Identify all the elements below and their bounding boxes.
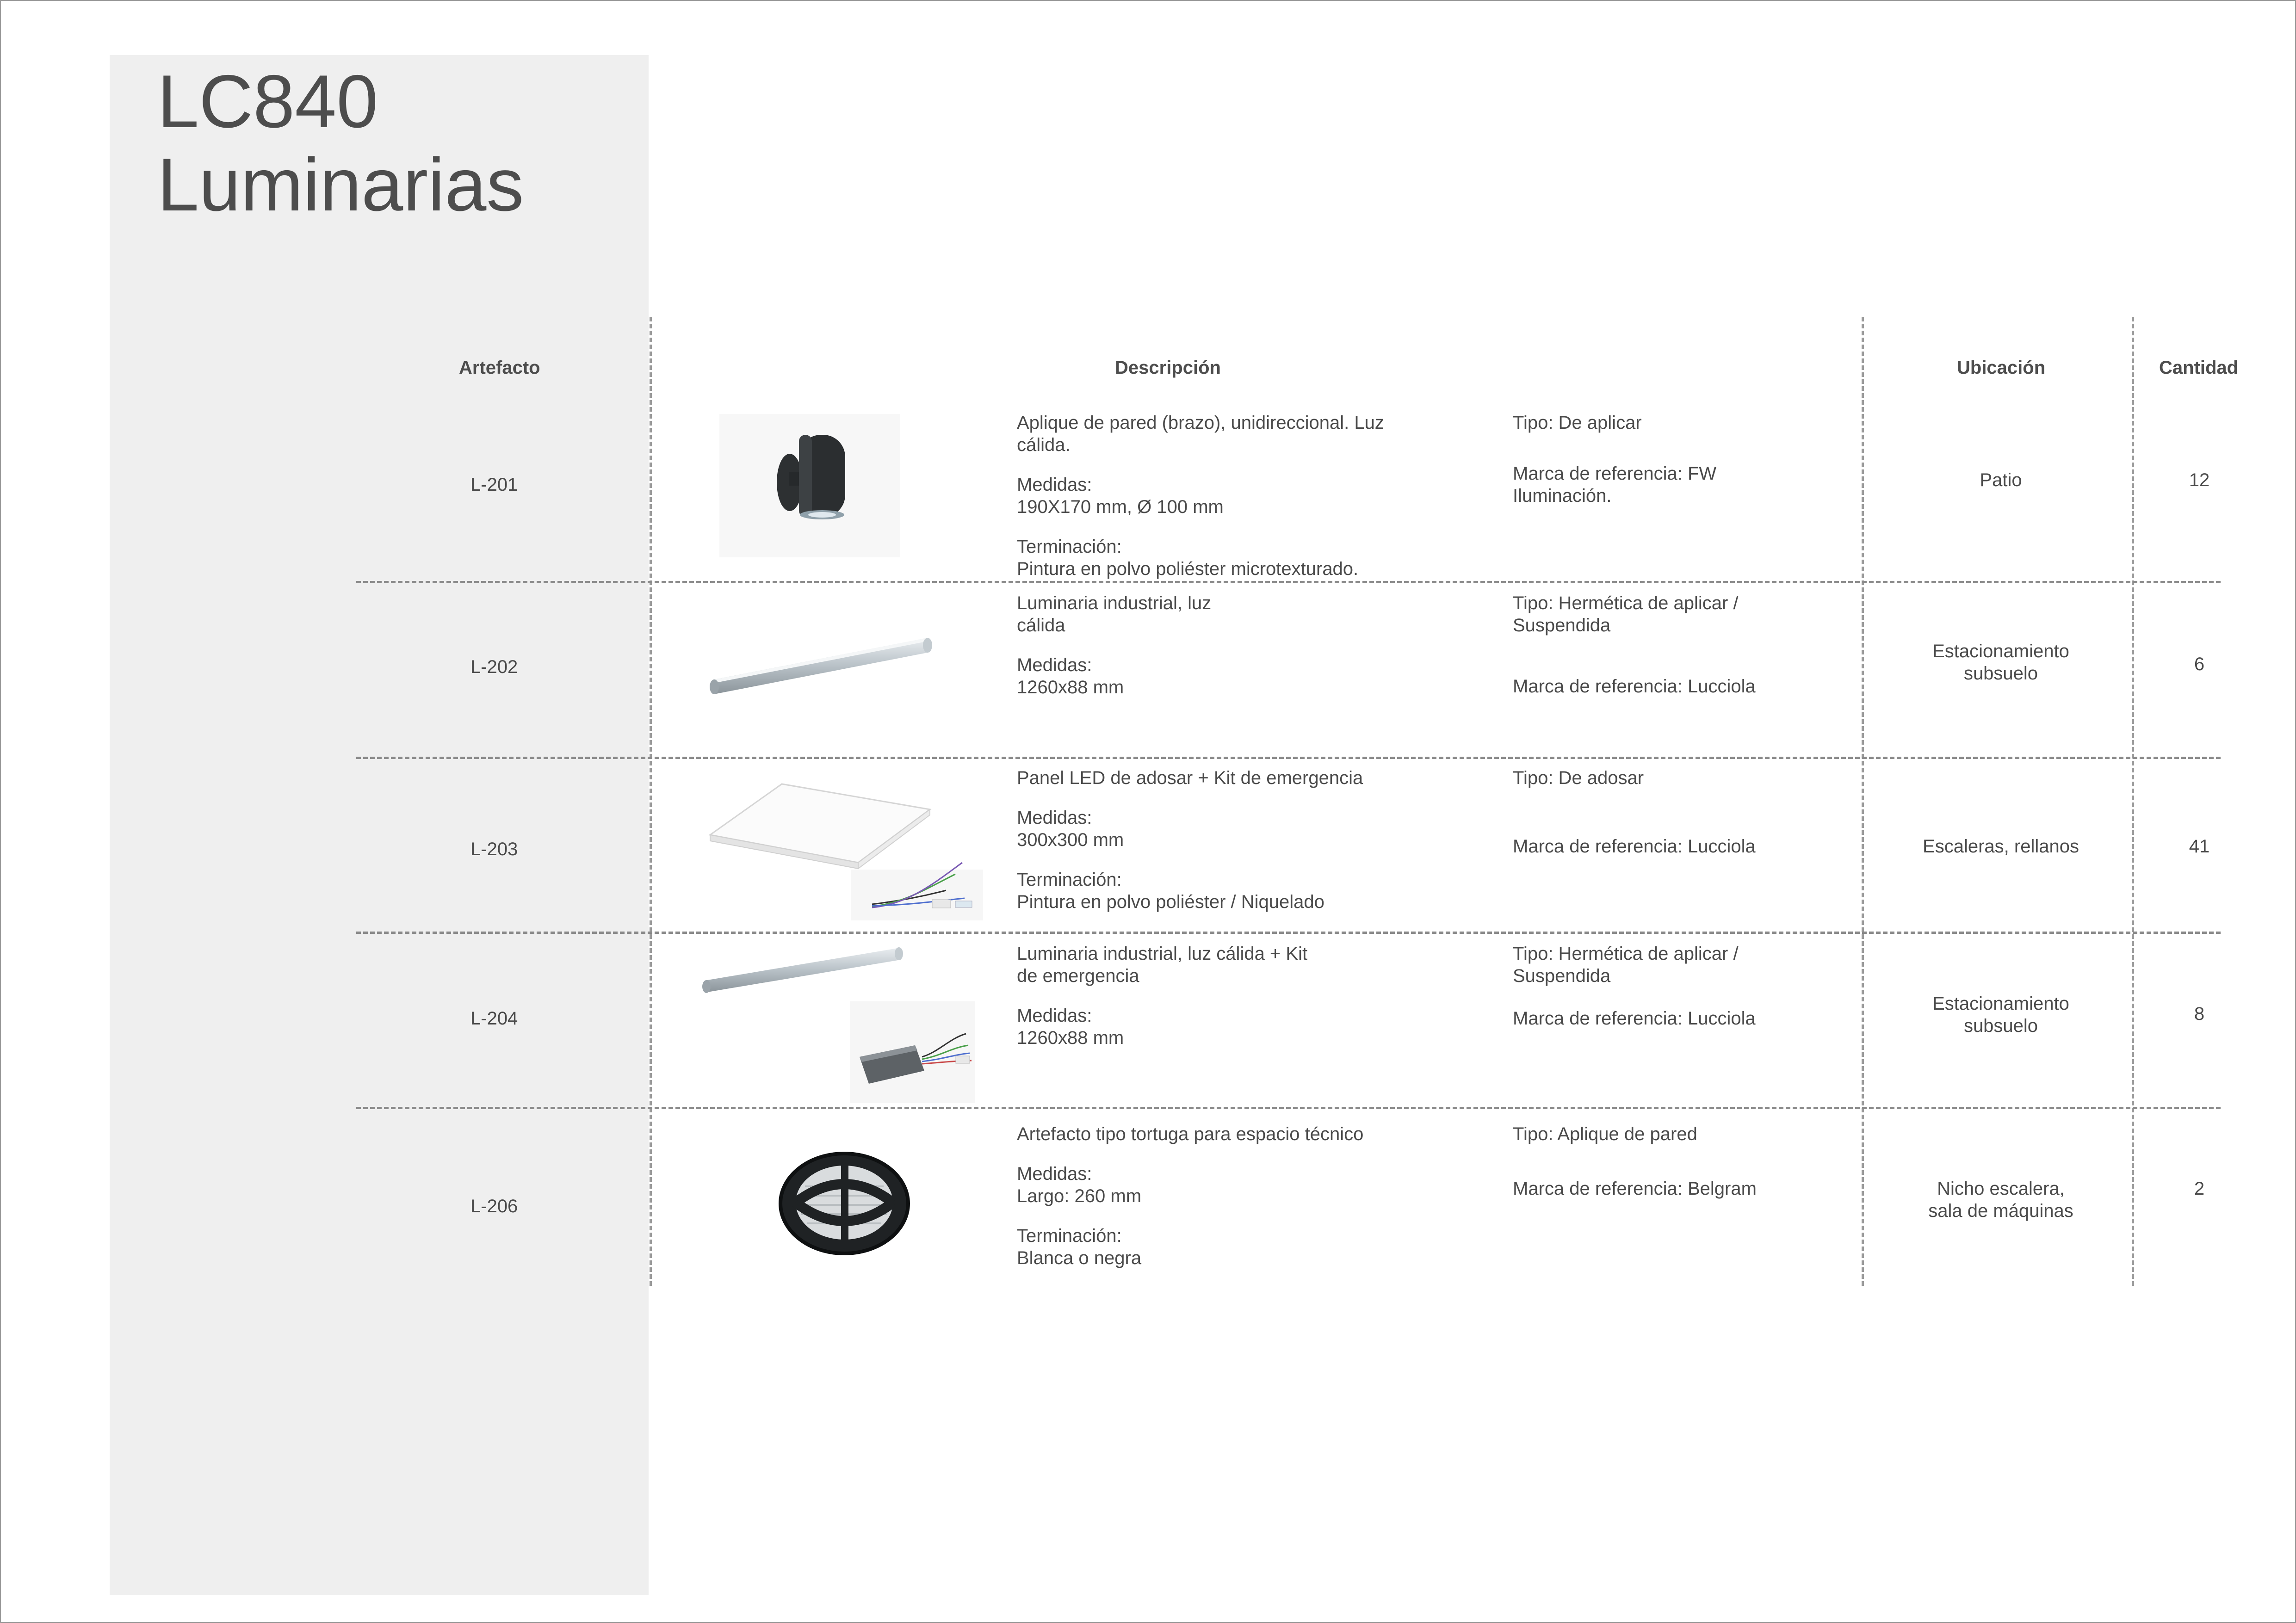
row-1-ubicacion (1864, 469, 2137, 491)
emergency-kit-icon (850, 1001, 975, 1103)
row-4-marca (1513, 1007, 1756, 1030)
desc-line: 1260x88 mm (1017, 677, 1124, 697)
column-divider (650, 317, 652, 1286)
row-5-cantidad: 2 (2194, 1179, 2205, 1199)
row-3-marca (1513, 835, 1756, 858)
desc-line: Luminaria industrial, luz cálida + Kit (1017, 944, 1308, 964)
row-4-cantidad: 8 (2194, 1004, 2205, 1024)
row-1-cantidad: 12 (2189, 470, 2210, 490)
desc-line: Pintura en polvo poliéster / Niquelado (1017, 892, 1324, 912)
marca-line: Marca de referencia: Belgram (1513, 1179, 1757, 1199)
desc-line: 190X170 mm, Ø 100 mm (1017, 497, 1224, 517)
row-4-description (1017, 943, 1307, 1049)
row-2-tipo (1513, 592, 1739, 636)
row-2-id: L-202 (470, 657, 518, 677)
industrial-luminaire-icon (701, 944, 904, 994)
row-1-description (1017, 412, 1384, 580)
ubicacion-line: Patio (1980, 470, 2022, 490)
row-2-ubicacion (1864, 640, 2137, 685)
desc-label: Medidas: (1017, 655, 1092, 675)
row-4-tipo (1513, 943, 1739, 987)
row-1-marca (1513, 463, 1716, 507)
row-5-ubicacion (1864, 1178, 2137, 1222)
tipo-line: Tipo: Hermética de aplicar / (1513, 593, 1739, 613)
header-descripcion: Descripción (1115, 358, 1221, 378)
desc-line: Pintura en polvo poliéster microtexturado. (1017, 559, 1359, 579)
row-3-cantidad: 41 (2189, 836, 2210, 857)
row-3-id: L-203 (470, 839, 518, 859)
marca-line: Marca de referencia: Lucciola (1513, 836, 1756, 857)
row-divider (356, 757, 2221, 759)
desc-label: Medidas: (1017, 1006, 1092, 1026)
ubicacion-line: Nicho escalera, (1937, 1179, 2065, 1199)
desc-label: Terminación: (1017, 1226, 1122, 1246)
header-artefacto: Artefacto (459, 358, 540, 378)
tipo-line: Tipo: De aplicar (1513, 413, 1642, 433)
row-3-tipo (1513, 767, 1644, 789)
row-1-id: L-201 (470, 475, 518, 495)
tipo-line: Suspendida (1513, 966, 1611, 986)
desc-label: Medidas: (1017, 808, 1092, 828)
led-panel-icon (706, 782, 983, 920)
ubicacion-line: Estacionamiento (1932, 641, 2069, 661)
desc-line: Artefacto tipo tortuga para espacio técnico (1017, 1124, 1364, 1144)
title-name: Luminarias (157, 143, 524, 227)
row-5-description (1017, 1123, 1363, 1269)
desc-line: Luminaria industrial, luz (1017, 593, 1212, 613)
column-divider (2132, 317, 2134, 1286)
row-1-tipo (1513, 412, 1642, 434)
row-divider (356, 1107, 2221, 1109)
desc-label: Terminación: (1017, 870, 1122, 890)
desc-label: Terminación: (1017, 537, 1122, 557)
marca-line: Marca de referencia: Lucciola (1513, 1008, 1756, 1029)
title-code: LC840 (157, 60, 378, 143)
marca-line: Marca de referencia: Lucciola (1513, 676, 1756, 697)
row-divider (356, 581, 2221, 583)
sidebar-panel (110, 55, 649, 1595)
row-2-marca (1513, 675, 1756, 697)
marca-line: Marca de referencia: FW (1513, 463, 1717, 484)
row-4-ubicacion (1864, 993, 2137, 1037)
row-2-cantidad: 6 (2194, 654, 2205, 674)
desc-label: Medidas: (1017, 1164, 1092, 1184)
desc-line: Panel LED de adosar + Kit de emergencia (1017, 768, 1363, 788)
desc-label: Medidas: (1017, 475, 1092, 495)
desc-line: cálida (1017, 615, 1065, 636)
desc-line: Largo: 260 mm (1017, 1186, 1142, 1206)
row-3-description (1017, 767, 1363, 913)
column-divider (1862, 317, 1864, 1286)
desc-line: 300x300 mm (1017, 830, 1124, 850)
row-divider (356, 932, 2221, 934)
tipo-line: Tipo: De adosar (1513, 768, 1644, 788)
ubicacion-line: subsuelo (1963, 1016, 2038, 1036)
industrial-luminaire-icon (708, 631, 934, 701)
row-5-marca (1513, 1178, 1757, 1200)
row-5-id: L-206 (470, 1196, 518, 1216)
desc-line: Aplique de pared (brazo), unidireccional. Luz (1017, 413, 1384, 433)
row-2-description (1017, 592, 1211, 698)
row-4-id: L-204 (470, 1008, 518, 1029)
tipo-line: Tipo: Hermética de aplicar / (1513, 944, 1739, 964)
marca-line: Iluminación. (1513, 486, 1612, 506)
tipo-line: Suspendida (1513, 615, 1611, 636)
ubicacion-line: Estacionamiento (1932, 994, 2069, 1014)
desc-line: cálida. (1017, 435, 1071, 455)
ubicacion-line: subsuelo (1963, 663, 2038, 684)
page-title (157, 60, 524, 227)
row-5-tipo (1513, 1123, 1697, 1145)
desc-line: 1260x88 mm (1017, 1028, 1124, 1048)
tipo-line: Tipo: Aplique de pared (1513, 1124, 1697, 1144)
header-ubicacion: Ubicación (1957, 358, 2046, 378)
wall-sconce-icon (719, 414, 900, 557)
desc-line: de emergencia (1017, 966, 1139, 986)
bulkhead-light-icon (777, 1147, 911, 1258)
ubicacion-line: sala de máquinas (1928, 1201, 2073, 1221)
desc-line: Blanca o negra (1017, 1248, 1142, 1268)
header-cantidad: Cantidad (2159, 358, 2239, 378)
row-3-ubicacion (1864, 835, 2137, 858)
ubicacion-line: Escaleras, rellanos (1923, 836, 2079, 857)
